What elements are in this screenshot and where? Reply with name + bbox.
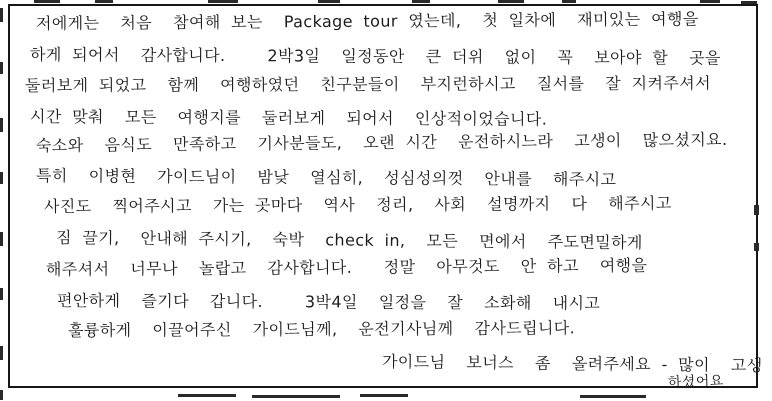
handwritten-line-8: 짐 끌기, 안내해 주시기, 숙박 check in, 모든 면에서 주도면밀하게 — [55, 228, 643, 253]
handwritten-line-1: 저에게는 처음 참여해 보는 Package tour 였는데, 첫 일차에 재미있는 여행을 — [35, 9, 699, 33]
scan-artifact — [0, 62, 3, 74]
scan-artifact — [208, 0, 238, 3]
handwritten-line-2: 하게 되어서 감사합니다. 2박3일 일정동안 큰 더위 없이 꼭 보아야 할 곳을 — [29, 45, 721, 68]
scan-artifact — [580, 395, 646, 398]
scan-artifact — [0, 288, 3, 300]
scan-artifact — [0, 8, 3, 22]
scan-artifact — [0, 390, 3, 400]
scan-artifact — [0, 232, 3, 246]
scan-artifact — [178, 394, 236, 397]
handwritten-signoff: 하셨어요 — [667, 373, 724, 391]
handwritten-line-4: 시간 맞춰 모든 여행지를 둘러보게 되어서 인상적이었습니다. — [29, 107, 548, 129]
scan-artifact — [0, 118, 3, 132]
handwritten-line-7: 사진도 찍어주시고 가는 곳마다 역사 정리, 사회 설명까지 다 해주시고 — [43, 193, 672, 216]
handwritten-line-3: 둘러보게 되었고 함께 여행하였던 친구분들이 부지런하시고 질서를 잘 지켜주셔서 — [24, 73, 711, 95]
handwritten-line-12: 가이드님 보너스 좀 올려주세요 - 많이 고생 — [381, 352, 763, 375]
handwritten-line-10: 편안하게 즐기다 갑니다. 3박4일 일정을 잘 소화해 내시고 — [56, 291, 601, 313]
scan-artifact — [252, 395, 340, 398]
scan-artifact — [700, 0, 720, 3]
scan-artifact — [318, 0, 340, 3]
scan-artifact — [498, 0, 524, 3]
scan-artifact — [95, 0, 113, 3]
handwritten-line-11: 훌륭하게 이끌어주신 가이드님께, 운전기사님께 감사드립니다. — [67, 318, 576, 340]
scan-artifact — [412, 0, 430, 3]
handwritten-line-5: 숙소와 음식도 만족하고 기사분들도, 오랜 시간 운전하시느라 고생이 많으셨지요. — [35, 129, 728, 155]
scan-artifact — [0, 172, 3, 184]
scan-artifact — [754, 243, 759, 251]
scan-artifact — [741, 1, 757, 4]
scan-artifact — [360, 394, 408, 397]
scan-artifact — [754, 205, 759, 215]
handwritten-line-6: 특히 이병현 가이드님이 밤낮 열심히, 성심성의껏 안내를 해주시고 — [35, 166, 617, 190]
scan-artifact — [34, 0, 60, 3]
scan-artifact — [0, 346, 3, 360]
scan-artifact — [562, 0, 576, 3]
handwritten-line-9: 해주셔서 너무나 놀랍고 감사합니다. 정말 아무것도 안 하고 여행을 — [45, 255, 648, 279]
